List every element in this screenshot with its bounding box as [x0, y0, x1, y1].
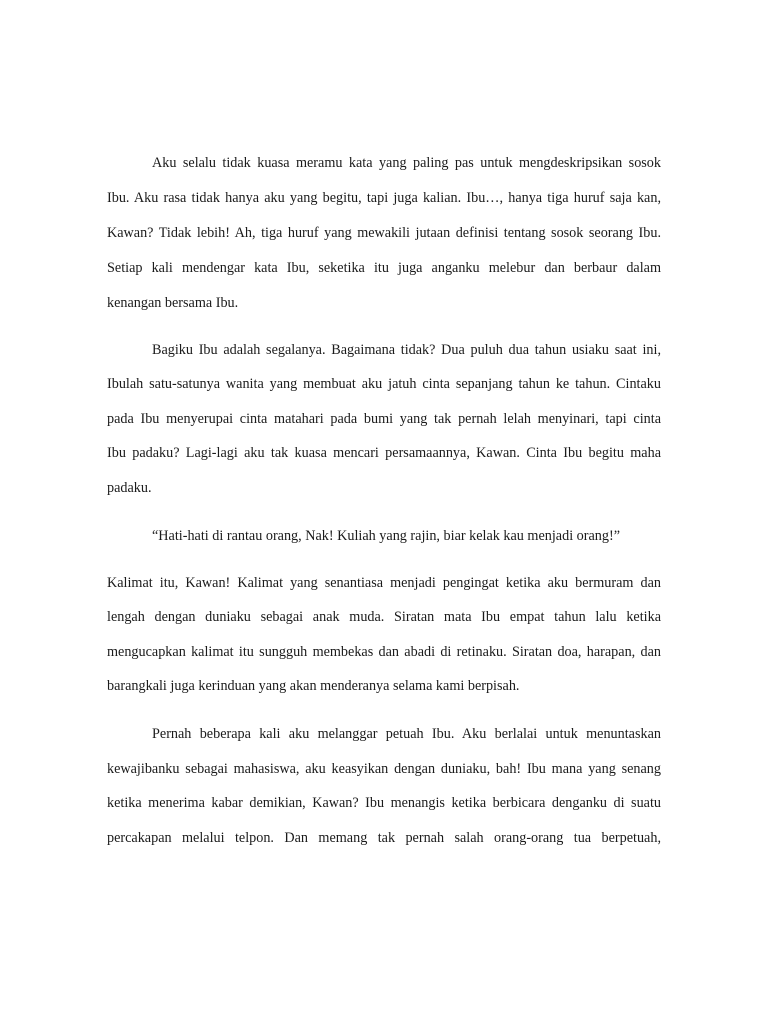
- paragraph-5-line-3: ketika menerima kabar demikian, Kawan? Ibu menangis ketika berbicara denganku di suatu: [107, 795, 661, 811]
- paragraph-1-line-2: Ibu. Aku rasa tidak hanya aku yang begitu, tapi juga kalian. Ibu…, hanya tiga huruf saja kan,: [107, 190, 661, 206]
- paragraph-3-quote: “Hati-hati di rantau orang, Nak! Kuliah yang rajin, biar kelak kau menjadi orang!”: [152, 528, 621, 544]
- paragraph-2-line-3: pada Ibu menyerupai cinta matahari pada bumi yang tak pernah lelah menyinari, tapi cinta: [107, 411, 661, 427]
- paragraph-2-line-1: Bagiku Ibu adalah segalanya. Bagaimana tidak? Dua puluh dua tahun usiaku saat ini,: [152, 342, 661, 358]
- paragraph-5-line-4: percakapan melalui telpon. Dan memang tak pernah salah orang-orang tua berpetuah,: [107, 830, 661, 846]
- paragraph-1-line-4: Setiap kali mendengar kata Ibu, seketika itu juga anganku melebur dan berbaur dalam: [107, 260, 661, 276]
- paragraph-2-line-5: padaku.: [107, 480, 152, 496]
- paragraph-2-line-2: Ibulah satu-satunya wanita yang membuat aku jatuh cinta sepanjang tahun ke tahun. Cintaku: [107, 376, 661, 392]
- paragraph-2-line-4: Ibu padaku? Lagi-lagi aku tak kuasa mencari persamaannya, Kawan. Cinta Ibu begitu maha: [107, 445, 661, 461]
- paragraph-1-line-1: Aku selalu tidak kuasa meramu kata yang paling pas untuk mengdeskripsikan sosok: [152, 155, 661, 171]
- paragraph-1-line-5: kenangan bersama Ibu.: [107, 295, 239, 311]
- paragraph-1-line-3: Kawan? Tidak lebih! Ah, tiga huruf yang mewakili jutaan definisi tentang sosok seorang Ibu.: [107, 225, 661, 241]
- paragraph-4-line-1: Kalimat itu, Kawan! Kalimat yang senantiasa menjadi pengingat ketika aku bermuram dan: [107, 575, 661, 591]
- paragraph-5-line-2: kewajibanku sebagai mahasiswa, aku keasyikan dengan duniaku, bah! Ibu mana yang senang: [107, 761, 661, 777]
- paragraph-4-line-3: mengucapkan kalimat itu sungguh membekas dan abadi di retinaku. Siratan doa, harapan, dan: [107, 644, 661, 660]
- paragraph-5-line-1: Pernah beberapa kali aku melanggar petuah Ibu. Aku berlalai untuk menuntaskan: [152, 726, 661, 742]
- paragraph-4-line-2: lengah dengan duniaku sebagai anak muda. Siratan mata Ibu empat tahun lalu ketika: [107, 609, 661, 625]
- paragraph-4-line-4: barangkali juga kerinduan yang akan menderanya selama kami berpisah.: [107, 678, 520, 694]
